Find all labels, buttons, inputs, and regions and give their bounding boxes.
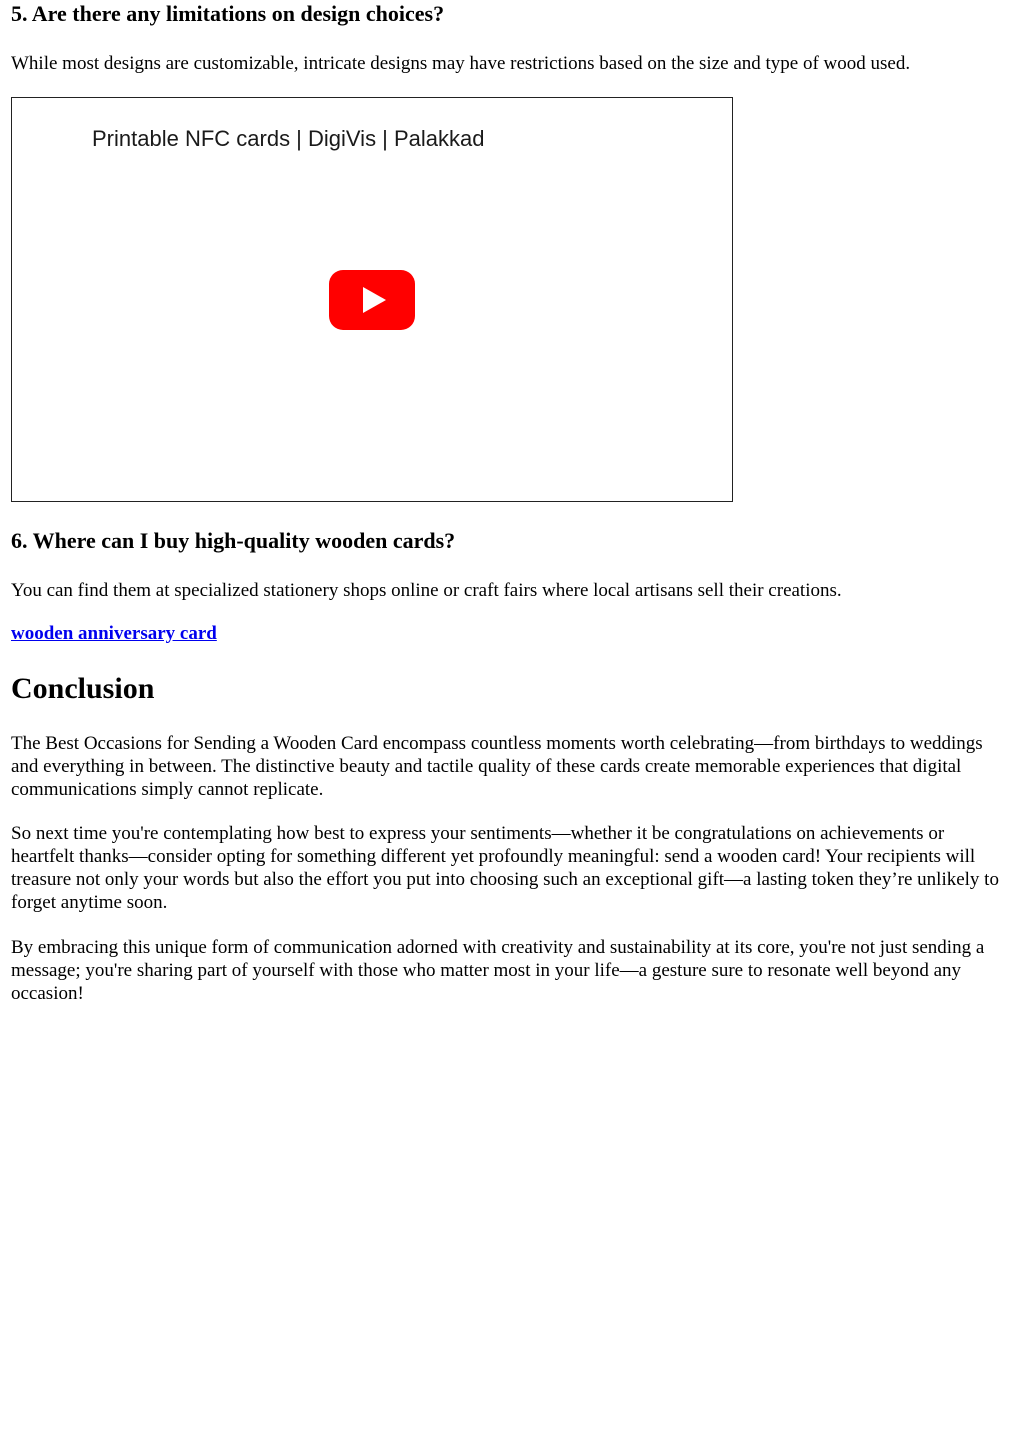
faq-question-6-heading: 6. Where can I buy high-quality wooden cards? <box>11 528 456 553</box>
conclusion-paragraph: So next time you're contemplating how best to express your sentiments—whether it be congratulations on achievements or heartfelt thanks—consider opting for something different yet profoundly meaningful: send a wooden card! Your recipients will treasure not only your words but also the effort you put into choosing such an exceptional gift—a lasting token they’re unlikely to forget anytime soon. <box>11 823 999 913</box>
wooden-anniversary-card-link[interactable]: wooden anniversary card <box>11 623 217 644</box>
youtube-play-icon[interactable] <box>329 270 415 330</box>
faq-answer-5: While most designs are customizable, intricate designs may have restrictions based on the size and type of wood used. <box>11 53 911 74</box>
conclusion-heading: Conclusion <box>11 672 155 705</box>
faq-question-5-heading: 5. Are there any limitations on design choices? <box>11 1 445 26</box>
embedded-video-player[interactable] <box>11 97 733 502</box>
video-title[interactable]: Printable NFC cards | DigiVis | Palakkad <box>92 126 485 151</box>
conclusion-paragraph: The Best Occasions for Sending a Wooden Card encompass countless moments worth celebrating—from birthdays to weddings and everything in between. The distinctive beauty and tactile quality of these cards create memorable experiences that digital communications simply cannot replicate. <box>11 733 983 800</box>
faq-answer-6: You can find them at specialized stationery shops online or craft fairs where local artisans sell their creations. <box>11 580 842 601</box>
conclusion-paragraph: By embracing this unique form of communication adorned with creativity and sustainability at its core, you're not just sending a message; you're sharing part of yourself with those who matter most in your life—a gesture sure to resonate well beyond any occasion! <box>11 937 985 1004</box>
